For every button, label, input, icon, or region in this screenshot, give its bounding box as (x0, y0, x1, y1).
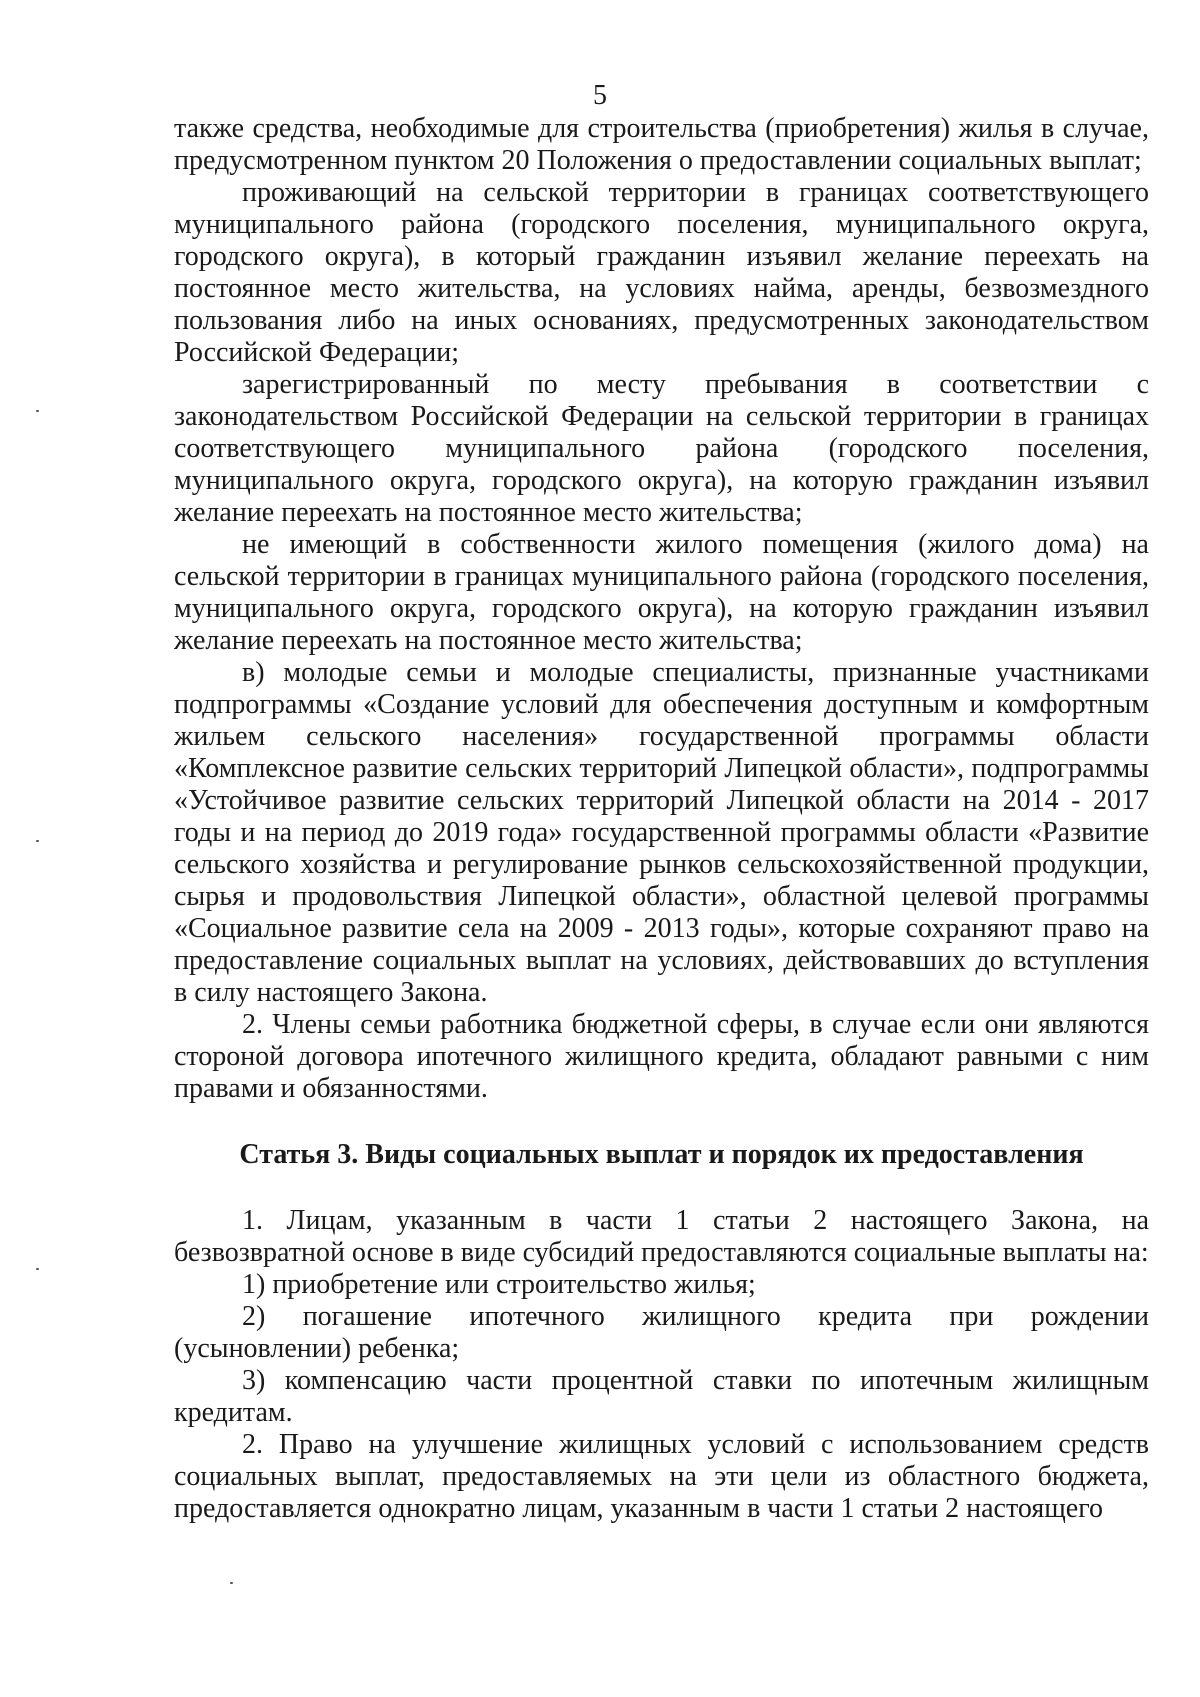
paragraph: в) молодые семьи и молодые специалисты, признанные участниками подпрограммы «Создание условий для обеспечения доступным и комфортным жильем сельского населения» государственной программы области «Комплексное развитие сельских территорий Липецкой области», подпрограммы «Устойчивое развитие сельских территорий Липецкой области на 2014 - 2017 годы и на период до 2019 года» государственной программы области «Развитие сельского хозяйства и регулирование рынков сельскохозяйственной продукции, сырья и продовольствия Липецкой области», областной целевой программы «Социальное развитие села на 2009 - 2013 годы», которые сохраняют право на предоставление социальных выплат на условиях, действовавших до вступления в силу настоящего Закона. (174, 657, 1149, 1008)
paragraph: также средства, необходимые для строительства (приобретения) жилья в случае, предусмотренном пунктом 20 Положения о предоставлении социальных выплат; (174, 113, 1149, 176)
scan-speck (36, 840, 39, 842)
list-item: 1) приобретение или строительство жилья; (242, 1269, 756, 1300)
article-heading: Статья 3. Виды социальных выплат и порядок их предоставления (239, 1139, 1084, 1170)
list-item: 3) компенсацию части процентной ставки по ипотечным жилищным кредитам. (174, 1365, 1149, 1428)
paragraph: проживающий на сельской территории в границах соответствующего муниципального района (городского поселения, муниципального округа, городского округа), в который гражданин изъявил желание переехать на постоянное место жительства, на условиях найма, аренды, безвозмездного пользования либо на иных основаниях, предусмотренных законодательством Российской Федерации; (174, 177, 1149, 368)
paragraph: 1. Лицам, указанным в части 1 статьи 2 настоящего Закона, на безвозвратной основе в виде субсидий предоставляются социальные выплаты на: (174, 1205, 1149, 1268)
scan-speck (36, 410, 39, 412)
paragraph: не имеющий в собственности жилого помещения (жилого дома) на сельской территории в границах муниципального района (городского поселения, муниципального округа, городского округа), на которую гражданин изъявил желание переехать на постоянное место жительства; (174, 529, 1149, 656)
list-item: 2) погашение ипотечного жилищного кредита при рождении (усыновлении) ребенка; (174, 1301, 1149, 1364)
paragraph: зарегистрированный по месту пребывания в соответствии с законодательством Российской Федерации на сельской территории в границах соответствующего муниципального района (городского поселения, муниципального округа, городского округа), на которую гражданин изъявил желание переехать на постоянное место жительства; (174, 369, 1149, 528)
scan-speck (36, 1268, 39, 1270)
paragraph: 2. Члены семьи работника бюджетной сферы, в случае если они являются стороной договора ипотечного жилищного кредита, обладают равными с ним правами и обязанностями. (174, 1009, 1149, 1104)
page-number: 5 (593, 80, 607, 111)
paragraph: 2. Право на улучшение жилищных условий с использованием средств социальных выплат, предоставляемых на эти цели из областного бюджета, предоставляется однократно лицам, указанным в части 1 статьи 2 настоящего (174, 1429, 1149, 1524)
scan-speck (230, 1582, 233, 1584)
document-body (174, 113, 1149, 1525)
